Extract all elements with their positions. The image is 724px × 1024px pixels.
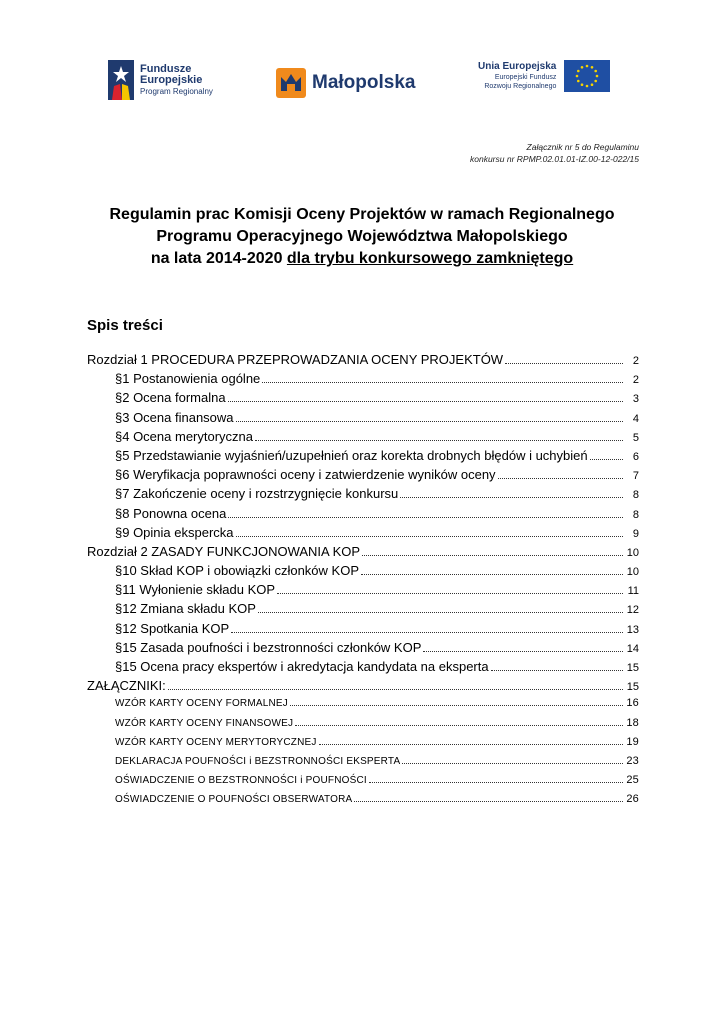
toc-entry[interactable] — [87, 448, 639, 467]
toc-entry-page: 14 — [626, 642, 639, 655]
toc-entry[interactable] — [87, 486, 639, 505]
malopolska-logo — [276, 68, 415, 98]
toc-entry-label: §15 Zasada poufności i bezstronności członków KOP — [115, 639, 422, 655]
toc-entry-label: OŚWIADCZENIE O POUFNOŚCI OBSERWATORA — [115, 794, 353, 806]
toc-leader-dots — [505, 363, 623, 364]
toc-entry-label: §1 Postanowienia ogólne — [115, 371, 261, 387]
toc-entry[interactable] — [87, 678, 639, 697]
toc-entry-page: 11 — [627, 585, 639, 598]
toc-entry[interactable] — [87, 601, 639, 620]
toc-entry-label: §11 Wyłonienie składu KOP — [115, 582, 276, 598]
toc-entry[interactable] — [87, 563, 639, 582]
toc-leader-dots — [423, 651, 623, 652]
malopolska-crown-icon — [276, 68, 306, 98]
fe-logo-line2: Europejskie — [140, 73, 203, 86]
toc-entry-page: 2 — [632, 374, 639, 387]
toc-entry-page: 18 — [626, 716, 639, 729]
toc-entry-page: 13 — [626, 623, 639, 636]
toc-entry-page: 8 — [632, 508, 639, 521]
toc-leader-dots — [491, 670, 623, 671]
eu-flag-icon — [564, 60, 610, 92]
toc-entry[interactable] — [87, 410, 639, 429]
toc-entry[interactable] — [87, 544, 639, 563]
toc-entry[interactable] — [87, 371, 639, 390]
toc-entry-page: 5 — [632, 431, 639, 444]
toc-entry-page: 12 — [626, 604, 639, 617]
toc-entry-label: WZÓR KARTY OCENY FORMALNEJ — [115, 698, 289, 710]
toc-entry[interactable] — [87, 467, 639, 486]
toc-entry[interactable] — [87, 697, 639, 716]
toc-entry[interactable] — [87, 755, 639, 774]
toc-entry-label: §3 Ocena finansowa — [115, 409, 234, 425]
toc-entry-page: 3 — [632, 393, 639, 406]
toc-leader-dots — [498, 478, 623, 479]
toc-entry[interactable] — [87, 525, 639, 544]
toc-entry-page: 4 — [632, 412, 639, 425]
title-line3-plain: na lata 2014-2020 — [150, 250, 287, 267]
toc-leader-dots — [295, 725, 623, 726]
malopolska-name: Małopolska — [312, 72, 416, 93]
toc-entry-page: 26 — [626, 793, 639, 806]
toc-entry-page: 25 — [626, 774, 639, 787]
toc-entry-page: 19 — [626, 735, 639, 748]
toc-leader-dots — [228, 401, 623, 402]
toc-leader-dots — [228, 517, 623, 518]
toc-entry[interactable] — [87, 793, 639, 812]
toc-leader-dots — [402, 763, 623, 764]
toc-leader-dots — [258, 612, 623, 613]
toc-entry-label: DEKLARACJA POUFNOŚCI i BEZSTRONNOŚCI EKSPERTA — [115, 755, 401, 767]
toc-entry-label: §12 Spotkania KOP — [115, 620, 230, 636]
toc-leader-dots — [362, 555, 623, 556]
toc-entry[interactable] — [87, 640, 639, 659]
toc-entry-page: 6 — [632, 450, 639, 463]
toc-entry-page: 16 — [626, 697, 639, 710]
toc-entry-page: 2 — [632, 355, 639, 367]
toc-entry-label: §15 Ocena pracy ekspertów i akredytacja kandydata na eksperta — [115, 659, 489, 674]
toc-entry-page: 8 — [632, 489, 639, 502]
toc-entry-label: §12 Zmiana składu KOP — [115, 601, 256, 617]
toc-leader-dots — [255, 440, 623, 441]
toc-entry-label: §2 Ocena formalna — [115, 390, 226, 406]
toc-entry-label: §9 Opinia ekspercka — [115, 524, 234, 540]
title-line3 — [0, 248, 724, 270]
toc-entry[interactable] — [87, 582, 639, 601]
eu-logo — [478, 60, 610, 92]
toc-entry-page: 15 — [626, 662, 639, 674]
toc-entry-page: 10 — [626, 566, 639, 579]
toc-leader-dots — [319, 744, 623, 745]
fe-logo-line1: Fundusze — [140, 62, 192, 75]
toc-leader-dots — [369, 782, 623, 783]
toc-entry-label: Rozdział 2 ZASADY FUNKCJONOWANIA KOP — [87, 543, 361, 559]
document-title — [0, 204, 724, 270]
toc-entry-page: 7 — [632, 470, 639, 483]
toc-leader-dots — [231, 632, 623, 633]
toc-entry[interactable] — [87, 659, 639, 678]
toc-entry-label: Rozdział 1 PROCEDURA PRZEPROWADZANIA OCENY PROJEKTÓW — [87, 352, 504, 367]
toc-entry[interactable] — [87, 736, 639, 755]
toc-entry[interactable] — [87, 390, 639, 409]
toc-leader-dots — [262, 382, 623, 383]
toc-entry[interactable] — [87, 774, 639, 793]
toc-entry[interactable] — [87, 429, 639, 448]
eu-logo-line1: Unia Europejska — [478, 60, 557, 72]
logo-bar — [0, 60, 724, 110]
toc-entry-page: 23 — [626, 754, 639, 767]
toc-entry-label: §5 Przedstawianie wyjaśnień/uzupełnień oraz korekta drobnych błędów i uchybień — [115, 447, 588, 463]
title-line1: Regulamin prac Komisji Oceny Projektów w ramach Regionalnego — [109, 206, 615, 223]
toc-leader-dots — [290, 705, 623, 706]
toc-leader-dots — [590, 459, 623, 460]
title-line3-underlined: dla trybu konkursowego zamkniętego — [286, 250, 574, 267]
toc-entry[interactable] — [87, 621, 639, 640]
toc-heading: Spis treści — [87, 317, 163, 334]
toc-entry-page: 10 — [626, 546, 639, 559]
annex-line1: Załącznik nr 5 do Regulaminu — [526, 142, 639, 152]
fundusze-europejskie-logo — [108, 60, 213, 100]
toc-entry-label: §10 Skład KOP i obowiązki członków KOP — [115, 563, 359, 579]
toc-leader-dots — [361, 574, 623, 575]
toc-entry[interactable] — [87, 506, 639, 525]
toc-entry[interactable] — [87, 717, 639, 736]
eu-logo-line2: Europejski Fundusz — [494, 73, 557, 81]
toc-leader-dots — [277, 593, 623, 594]
toc-entry-label: §4 Ocena merytoryczna — [115, 428, 254, 444]
fe-star-icon — [108, 60, 134, 100]
title-line2: Programu Operacyjnego Województwa Małopolskiego — [156, 228, 568, 245]
toc-leader-dots — [400, 497, 623, 498]
table-of-contents — [87, 352, 639, 813]
annex-line2: konkursu nr RPMP.02.01.01-IZ.00-12-022/15 — [470, 154, 639, 164]
eu-logo-line3: Rozwoju Regionalnego — [484, 82, 557, 90]
toc-entry-label: §7 Zakończenie oceny i rozstrzygnięcie konkursu — [115, 486, 399, 502]
toc-entry-page: 15 — [626, 681, 639, 694]
toc-entry-label: §8 Ponowna ocena — [115, 505, 227, 521]
toc-entry-label: OŚWIADCZENIE O BEZSTRONNOŚCI i POUFNOŚCI — [115, 775, 367, 787]
toc-entry-label: ZAŁĄCZNIKI: — [87, 678, 166, 694]
toc-entry-label: §6 Weryfikacja poprawności oceny i zatwierdzenie wyników oceny — [115, 467, 496, 483]
toc-entry[interactable] — [87, 352, 639, 371]
toc-leader-dots — [236, 536, 623, 537]
toc-entry-label: WZÓR KARTY OCENY MERYTORYCZNEJ — [115, 736, 317, 748]
toc-leader-dots — [354, 801, 623, 802]
toc-entry-page: 9 — [632, 527, 639, 540]
fe-logo-line3: Program Regionalny — [140, 86, 213, 96]
toc-leader-dots — [236, 421, 623, 422]
toc-entry-label: WZÓR KARTY OCENY FINANSOWEJ — [115, 717, 294, 729]
toc-leader-dots — [168, 689, 623, 690]
annex-note — [470, 141, 639, 165]
